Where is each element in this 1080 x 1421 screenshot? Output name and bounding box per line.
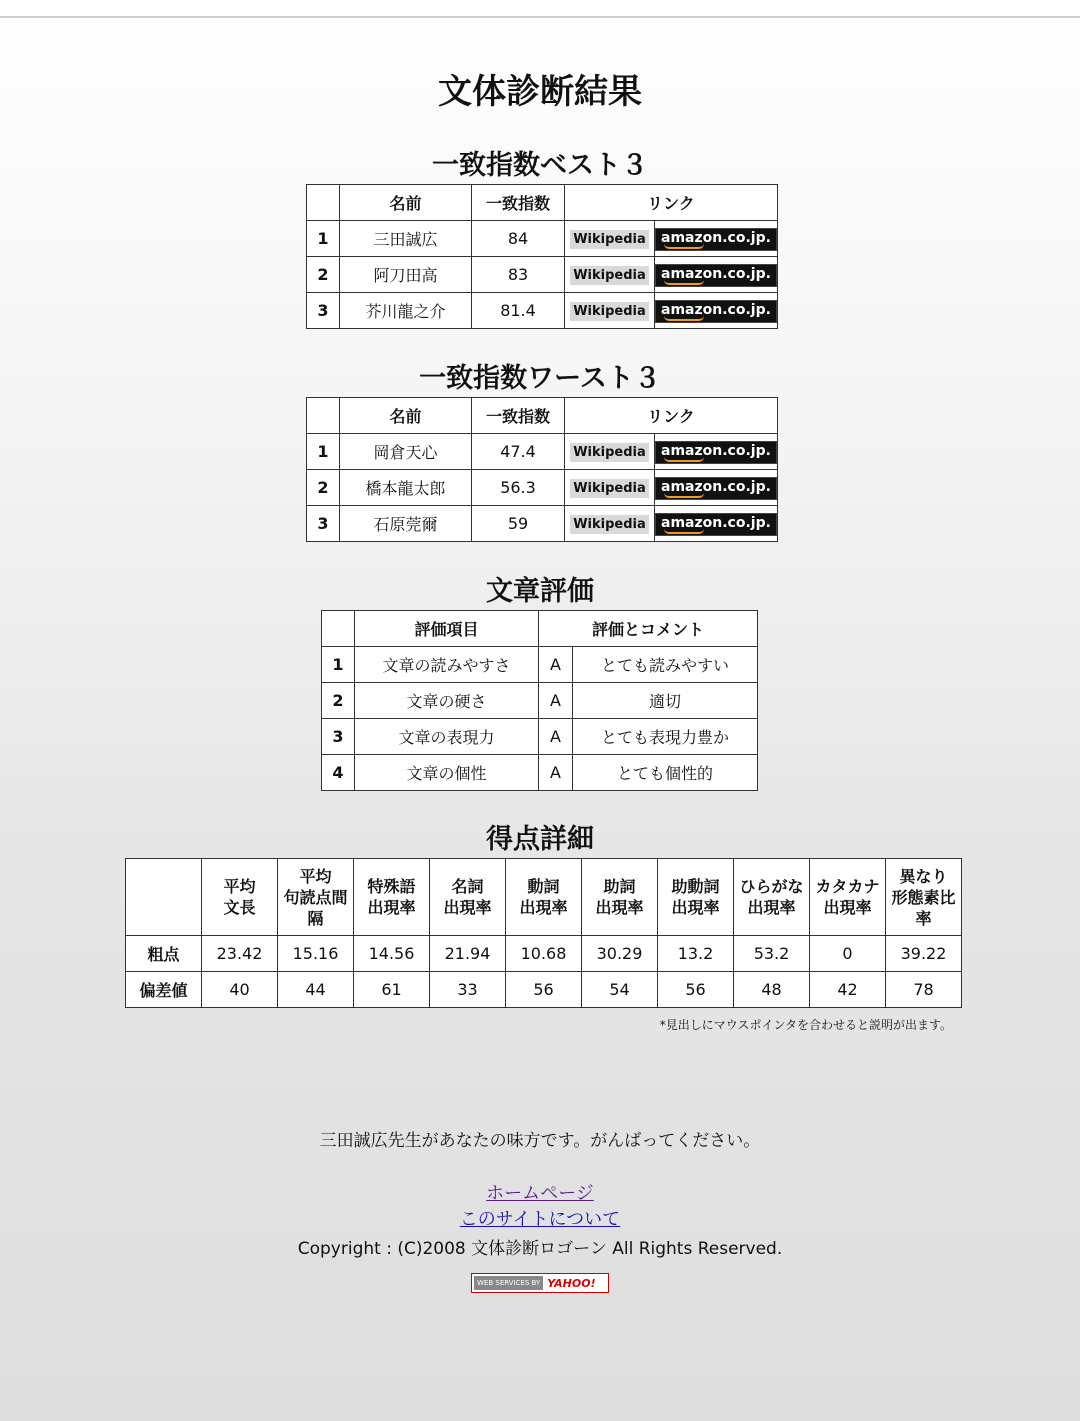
encouragement-message: 三田誠広先生があなたの味方です。がんばってください。 bbox=[319, 1131, 761, 1151]
comment-header: 評価とコメント bbox=[539, 611, 758, 647]
eval-grade: A bbox=[539, 755, 573, 791]
wikipedia-link[interactable]: Wikipedia bbox=[570, 479, 649, 498]
eval-grade: A bbox=[539, 683, 573, 719]
rank-cell: 1 bbox=[307, 434, 340, 470]
table-row bbox=[307, 257, 778, 293]
wikipedia-cell bbox=[565, 257, 655, 293]
wikipedia-link[interactable]: Wikipedia bbox=[570, 443, 649, 462]
amazon-smile-icon bbox=[664, 493, 704, 498]
table-row bbox=[307, 434, 778, 470]
score-value: 48 bbox=[734, 972, 810, 1008]
amazon-link[interactable] bbox=[655, 300, 777, 323]
eval-item: 文章の表現力 bbox=[355, 719, 539, 755]
rank-cell: 1 bbox=[307, 221, 340, 257]
amazon-smile-icon bbox=[664, 316, 704, 321]
rank-cell: 4 bbox=[322, 755, 355, 791]
worst-heading: 一致指数ワースト３ bbox=[419, 363, 661, 394]
about-link-row bbox=[0, 1205, 1080, 1231]
score-header: 一致指数 bbox=[472, 185, 565, 221]
table-row bbox=[126, 972, 962, 1008]
corner-cell bbox=[126, 859, 202, 936]
score-value: 39.22 bbox=[886, 936, 962, 972]
eval-item: 文章の個性 bbox=[355, 755, 539, 791]
yahoo-badge[interactable] bbox=[471, 1273, 609, 1293]
scores-heading: 得点詳細 bbox=[486, 824, 594, 855]
score-value: 78 bbox=[886, 972, 962, 1008]
author-name: 石原莞爾 bbox=[340, 506, 472, 542]
top-bar bbox=[0, 0, 1080, 18]
best-table bbox=[306, 184, 778, 329]
name-header: 名前 bbox=[340, 185, 472, 221]
score-column-header[interactable]: 助詞 出現率 bbox=[582, 859, 658, 936]
item-header: 評価項目 bbox=[355, 611, 539, 647]
home-link-row bbox=[0, 1179, 1080, 1205]
name-header: 名前 bbox=[340, 398, 472, 434]
eval-grade: A bbox=[539, 647, 573, 683]
yahoo-logo-text: YAHOO! bbox=[547, 1276, 596, 1290]
amazon-logo-text: amazon.co.jp. bbox=[661, 514, 771, 531]
score-cell: 59 bbox=[472, 506, 565, 542]
amazon-logo-text: amazon.co.jp. bbox=[661, 301, 771, 318]
best-heading: 一致指数ベスト３ bbox=[432, 150, 648, 181]
score-value: 21.94 bbox=[430, 936, 506, 972]
amazon-smile-icon bbox=[664, 280, 704, 285]
score-value: 14.56 bbox=[354, 936, 430, 972]
score-column-header[interactable]: 平均 文長 bbox=[202, 859, 278, 936]
score-value: 33 bbox=[430, 972, 506, 1008]
wikipedia-link[interactable]: Wikipedia bbox=[570, 302, 649, 321]
table-row bbox=[307, 506, 778, 542]
eval-comment: とても表現力豊か bbox=[573, 719, 758, 755]
score-value: 40 bbox=[202, 972, 278, 1008]
score-column-header[interactable]: 特殊語 出現率 bbox=[354, 859, 430, 936]
rank-header bbox=[307, 185, 340, 221]
amazon-cell bbox=[655, 293, 778, 329]
eval-item: 文章の硬さ bbox=[355, 683, 539, 719]
rank-cell: 1 bbox=[322, 647, 355, 683]
amazon-link[interactable] bbox=[655, 477, 777, 500]
table-row bbox=[307, 293, 778, 329]
score-column-header[interactable]: 名詞 出現率 bbox=[430, 859, 506, 936]
score-value: 15.16 bbox=[278, 936, 354, 972]
author-name: 阿刀田高 bbox=[340, 257, 472, 293]
rank-cell: 2 bbox=[307, 470, 340, 506]
amazon-link[interactable] bbox=[655, 513, 777, 536]
about-link[interactable]: このサイトについて bbox=[459, 1209, 621, 1230]
score-value: 23.42 bbox=[202, 936, 278, 972]
link-header: リンク bbox=[565, 398, 778, 434]
score-value: 10.68 bbox=[506, 936, 582, 972]
wikipedia-link[interactable]: Wikipedia bbox=[570, 515, 649, 534]
badge-left-text: WEB SERVICES BY bbox=[474, 1276, 543, 1290]
wikipedia-link[interactable]: Wikipedia bbox=[570, 266, 649, 285]
wikipedia-link[interactable]: Wikipedia bbox=[570, 230, 649, 249]
score-header: 一致指数 bbox=[472, 398, 565, 434]
wikipedia-cell bbox=[565, 293, 655, 329]
row-label: 偏差値 bbox=[126, 972, 202, 1008]
eval-comment: とても読みやすい bbox=[573, 647, 758, 683]
wikipedia-cell bbox=[565, 221, 655, 257]
worst-table bbox=[306, 397, 778, 542]
score-column-header[interactable]: 異なり 形態素比率 bbox=[886, 859, 962, 936]
score-column-header[interactable]: ひらがな 出現率 bbox=[734, 859, 810, 936]
amazon-smile-icon bbox=[664, 244, 704, 249]
score-value: 54 bbox=[582, 972, 658, 1008]
amazon-link[interactable] bbox=[655, 264, 777, 287]
score-value: 56 bbox=[658, 972, 734, 1008]
author-name: 岡倉天心 bbox=[340, 434, 472, 470]
table-row bbox=[322, 683, 758, 719]
rank-cell: 2 bbox=[307, 257, 340, 293]
rank-cell: 3 bbox=[307, 506, 340, 542]
score-value: 44 bbox=[278, 972, 354, 1008]
rank-header bbox=[307, 398, 340, 434]
score-value: 13.2 bbox=[658, 936, 734, 972]
amazon-smile-icon bbox=[664, 457, 704, 462]
amazon-cell bbox=[655, 470, 778, 506]
wikipedia-cell bbox=[565, 470, 655, 506]
score-cell: 83 bbox=[472, 257, 565, 293]
score-column-header[interactable]: 動詞 出現率 bbox=[506, 859, 582, 936]
home-link[interactable]: ホームページ bbox=[486, 1183, 594, 1204]
score-column-header[interactable]: カタカナ 出現率 bbox=[810, 859, 886, 936]
score-column-header[interactable]: 助動詞 出現率 bbox=[658, 859, 734, 936]
author-name: 芥川龍之介 bbox=[340, 293, 472, 329]
table-row bbox=[322, 647, 758, 683]
amazon-logo-text: amazon.co.jp. bbox=[661, 265, 771, 282]
score-value: 30.29 bbox=[582, 936, 658, 972]
table-row bbox=[307, 221, 778, 257]
rank-header bbox=[322, 611, 355, 647]
amazon-logo-text: amazon.co.jp. bbox=[661, 478, 771, 495]
scores-table bbox=[125, 858, 962, 1008]
amazon-cell bbox=[655, 257, 778, 293]
table-row bbox=[322, 719, 758, 755]
rank-cell: 2 bbox=[322, 683, 355, 719]
copyright: Copyright : (C)2008 文体診断ロゴーン All Rights Reserved. bbox=[297, 1239, 783, 1259]
evaluation-table bbox=[321, 610, 758, 791]
amazon-cell bbox=[655, 506, 778, 542]
eval-comment: 適切 bbox=[573, 683, 758, 719]
author-name: 橋本龍太郎 bbox=[340, 470, 472, 506]
score-value: 53.2 bbox=[734, 936, 810, 972]
score-value: 56 bbox=[506, 972, 582, 1008]
score-cell: 81.4 bbox=[472, 293, 565, 329]
rank-cell: 3 bbox=[307, 293, 340, 329]
score-value: 0 bbox=[810, 936, 886, 972]
amazon-link[interactable] bbox=[655, 228, 777, 251]
table-row bbox=[322, 755, 758, 791]
amazon-cell bbox=[655, 434, 778, 470]
amazon-smile-icon bbox=[664, 529, 704, 534]
evaluation-heading: 文章評価 bbox=[486, 576, 594, 607]
page-title: 文体診断結果 bbox=[438, 72, 642, 112]
score-cell: 56.3 bbox=[472, 470, 565, 506]
score-column-header[interactable]: 平均 句読点間隔 bbox=[278, 859, 354, 936]
score-cell: 47.4 bbox=[472, 434, 565, 470]
score-cell: 84 bbox=[472, 221, 565, 257]
rank-cell: 3 bbox=[322, 719, 355, 755]
score-value: 61 bbox=[354, 972, 430, 1008]
eval-comment: とても個性的 bbox=[573, 755, 758, 791]
score-value: 42 bbox=[810, 972, 886, 1008]
eval-item: 文章の読みやすさ bbox=[355, 647, 539, 683]
amazon-link[interactable] bbox=[655, 441, 777, 464]
amazon-logo-text: amazon.co.jp. bbox=[661, 229, 771, 246]
author-name: 三田誠広 bbox=[340, 221, 472, 257]
table-row bbox=[126, 936, 962, 972]
amazon-logo-text: amazon.co.jp. bbox=[661, 442, 771, 459]
wikipedia-cell bbox=[565, 434, 655, 470]
row-label: 粗点 bbox=[126, 936, 202, 972]
hover-note: *見出しにマウスポインタを合わせると説明が出ます。 bbox=[659, 1018, 952, 1032]
wikipedia-cell bbox=[565, 506, 655, 542]
amazon-cell bbox=[655, 221, 778, 257]
eval-grade: A bbox=[539, 719, 573, 755]
table-row bbox=[307, 470, 778, 506]
link-header: リンク bbox=[565, 185, 778, 221]
